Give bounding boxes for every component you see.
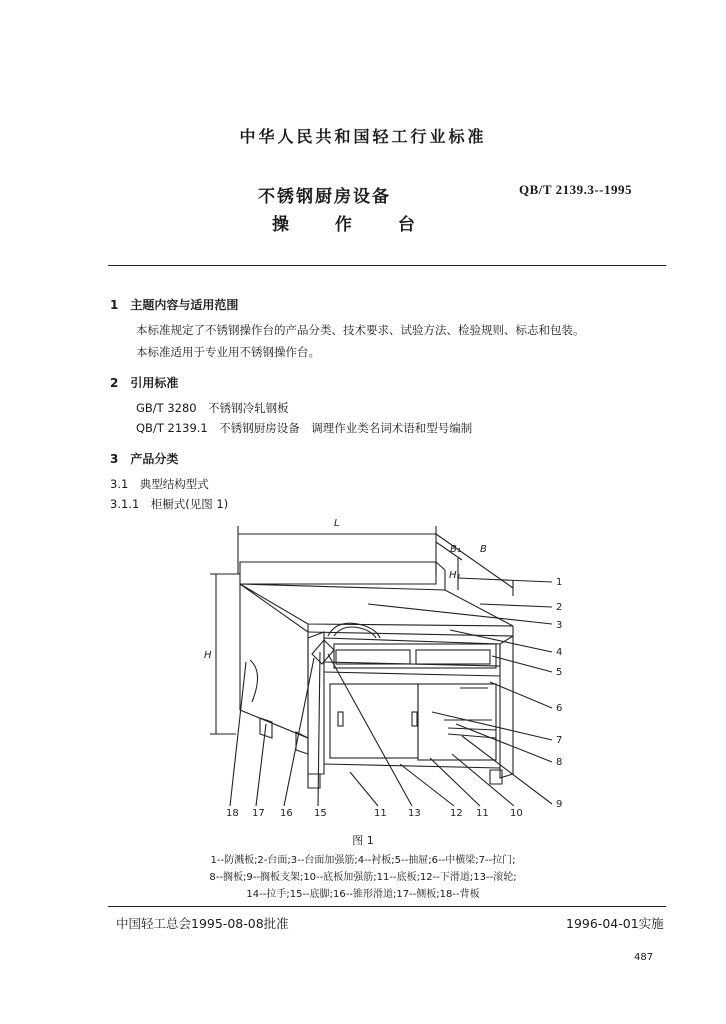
section-2-heading: 2 引用标准 bbox=[110, 376, 179, 390]
section-3-1-1: 3.1.1 柜橱式(见图 1) bbox=[110, 497, 229, 511]
callout-5: 5 bbox=[556, 667, 563, 678]
reference-2: QB/T 2139.1 不锈钢厨房设备 调理作业类名词术语和型号编制 bbox=[136, 421, 473, 435]
callout-16: 16 bbox=[280, 808, 293, 819]
callout-10: 10 bbox=[510, 808, 523, 819]
dim-label-B1: B₁ bbox=[450, 544, 461, 555]
dim-label-L: L bbox=[334, 518, 340, 529]
callout-9: 9 bbox=[556, 799, 563, 810]
callout-13: 13 bbox=[408, 808, 421, 819]
figure-caption: 图 1 bbox=[352, 834, 374, 847]
dim-label-H1: H₁ bbox=[449, 570, 461, 581]
callout-8: 8 bbox=[556, 757, 563, 768]
doc-subtitle: 操 作 台 bbox=[272, 215, 435, 235]
callout-2: 2 bbox=[556, 602, 563, 613]
dim-label-B: B bbox=[480, 544, 487, 555]
section-3-1: 3.1 典型结构型式 bbox=[110, 477, 209, 491]
callout-6: 6 bbox=[556, 703, 563, 714]
callout-1: 1 bbox=[556, 577, 563, 588]
section-1-heading: 1 主题内容与适用范围 bbox=[110, 298, 239, 312]
figure-1-workbench-diagram bbox=[200, 512, 580, 822]
standard-number: QB/T 2139.3--1995 bbox=[519, 182, 632, 197]
section-1-paragraph-1: 本标准规定了不锈钢操作台的产品分类、技术要求、试验方法、检验规则、标志和包装。 bbox=[136, 323, 585, 337]
callout-4: 4 bbox=[556, 647, 563, 658]
callout-17: 17 bbox=[252, 808, 265, 819]
dim-label-H: H bbox=[204, 650, 212, 661]
figure-legend-line-1: 1--防溅板;2-台面;3--台面加强筋;4--衬板;5--抽屉;6--中横梁;7--拉门; bbox=[210, 855, 516, 866]
figure-legend-line-2: 8--搁板;9--搁板支架;10--底板加强筋;11--底板;12--下滑道;13--滚轮; bbox=[209, 872, 517, 883]
footer-rule bbox=[108, 906, 666, 907]
callout-11b: 11 bbox=[476, 808, 489, 819]
callout-3: 3 bbox=[556, 620, 563, 631]
page-number: 487 bbox=[634, 952, 654, 963]
figure-legend-line-3: 14--拉手;15--底脚;16--锥形滑道;17--侧板;18--背板 bbox=[246, 889, 480, 900]
callout-11a: 11 bbox=[374, 808, 387, 819]
reference-1: GB/T 3280 不锈钢冷轧钢板 bbox=[136, 401, 289, 415]
header-rule bbox=[108, 265, 666, 266]
section-1-paragraph-2: 本标准适用于专业用不锈钢操作台。 bbox=[136, 345, 320, 359]
approval-date: 中国轻工总会1995-08-08批准 bbox=[116, 916, 289, 931]
callout-12: 12 bbox=[450, 808, 463, 819]
callout-18: 18 bbox=[226, 808, 239, 819]
standard-category-header: 中华人民共和国轻工行业标准 bbox=[239, 127, 487, 146]
doc-title: 不锈钢厨房设备 bbox=[258, 187, 391, 207]
callout-7: 7 bbox=[556, 735, 563, 746]
callout-15: 15 bbox=[314, 808, 327, 819]
section-3-heading: 3 产品分类 bbox=[110, 452, 179, 466]
implementation-date: 1996-04-01实施 bbox=[566, 916, 664, 931]
